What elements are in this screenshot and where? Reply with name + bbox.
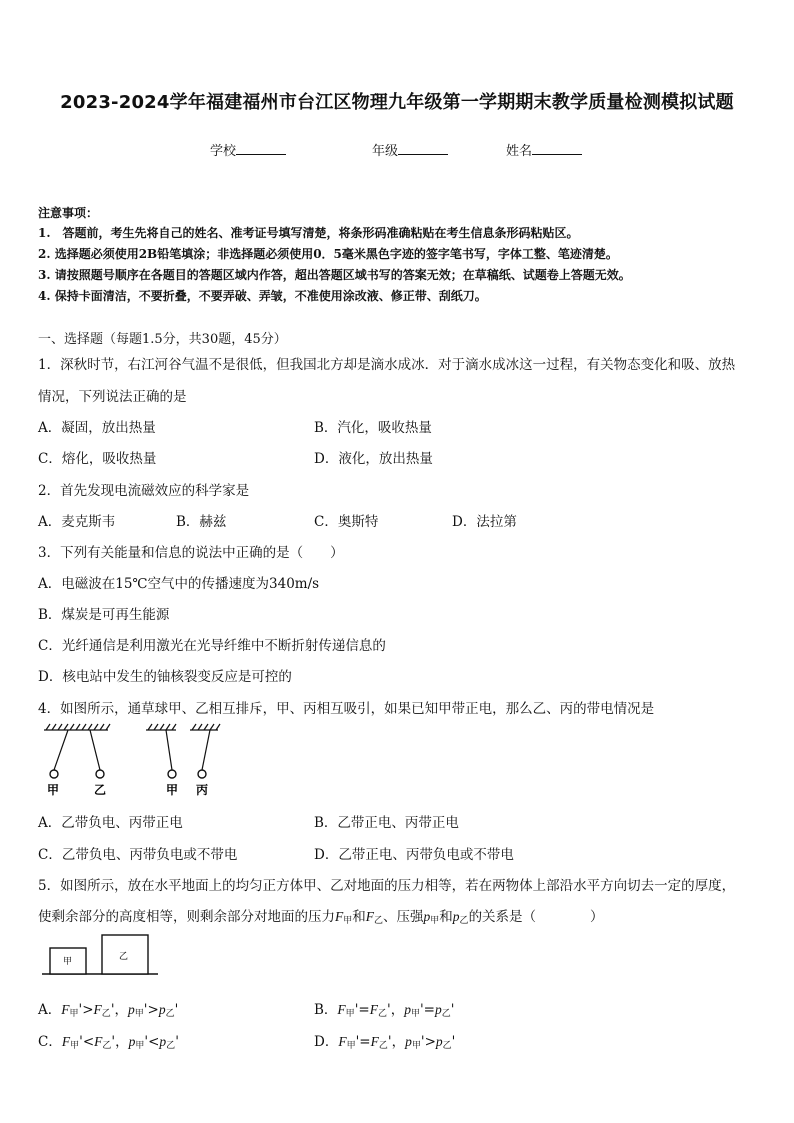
cube-yi-label: 乙: [119, 952, 129, 962]
ball-jia-2: [168, 770, 176, 778]
q1-stem-cont: 情况，下列说法正确的是: [38, 389, 187, 405]
note-item: 2. 选择题必须使用2B铅笔填涂；非选择题必须使用0．5毫米黑色字迹的签字笔书写，字体工整、笔迹清楚。: [38, 247, 618, 261]
q3-option-a[interactable]: A．电磁波在15℃空气中的传播速度为340m/s: [38, 576, 320, 592]
q2-option-a[interactable]: A．麦克斯韦: [38, 514, 116, 530]
note-item: 1. 答题前，考生先将自己的姓名、准考证号填写清楚，将条形码准确粘贴在考生信息条形码粘贴区。: [38, 226, 579, 240]
ball-jia-1: [50, 770, 58, 778]
ball-yi: [96, 770, 104, 778]
q5-option-a[interactable]: A．$F_甲'>F_乙'$，$p_甲'>p_乙'$: [38, 1002, 179, 1019]
q1-stem: 1．深秋时节，右江河谷气温不是很低，但我国北方却是滴水成冰．对于滴水成冰这一过程，有关物态变化和吸、放热: [38, 357, 736, 373]
q5-cubes-figure: [40, 932, 160, 978]
q3-option-c[interactable]: C．光纤通信是利用激光在光导纤维中不断折射传递信息的: [38, 638, 386, 654]
q2-option-c[interactable]: C．奥斯特: [314, 514, 379, 530]
q1-option-c[interactable]: C．熔化，吸收热量: [38, 451, 157, 467]
q5-option-b[interactable]: B．$F_甲'=F_乙'$，$p_甲'=p_乙'$: [314, 1002, 455, 1019]
q4-pith-balls-figure: [40, 722, 230, 798]
notes-heading: 注意事项：: [38, 206, 99, 220]
label-jia-2: 甲: [166, 783, 179, 797]
label-bing: 丙: [196, 783, 209, 797]
cube-jia-label: 甲: [63, 957, 73, 967]
q2-option-b[interactable]: B．赫兹: [176, 514, 227, 530]
page-title: 2023-2024学年福建福州市台江区物理九年级第一学期期末教学质量检测模拟试题: [60, 92, 734, 113]
label-yi: 乙: [94, 783, 107, 797]
school-label: 学校: [210, 144, 237, 159]
q4-option-d[interactable]: D．乙带正电、丙带负电或不带电: [314, 847, 514, 863]
left-ceiling: [44, 724, 110, 730]
thread-jia-1: [54, 730, 68, 770]
grade-blank[interactable]: [398, 142, 448, 155]
thread-yi: [90, 730, 100, 770]
q5-option-d[interactable]: D．$F_甲'=F_乙'$，$p_甲'>p_乙'$: [314, 1034, 456, 1051]
q5-stem-cont: 使剩余部分的高度相等，则剩余部分对地面的压力$F_甲$和$F_乙$、压强$p_甲$和$p_乙$的关系是（ ）: [38, 909, 604, 926]
thread-bing: [202, 730, 210, 770]
q5-option-c[interactable]: C．$F_甲'<F_乙'$，$p_甲'<p_乙'$: [38, 1034, 179, 1051]
q4-option-c[interactable]: C．乙带负电、丙带负电或不带电: [38, 847, 238, 863]
q1-option-d[interactable]: D．液化，放出热量: [314, 451, 433, 467]
q5-stem: 5．如图所示，放在水平地面上的均匀正方体甲、乙对地面的压力相等，若在两物体上部沿水平方向切去一定的厚度，: [38, 878, 736, 894]
q1-option-a[interactable]: A．凝固，放出热量: [38, 420, 156, 436]
right-ceiling: [146, 724, 220, 730]
note-item: 4. 保持卡面清洁，不要折叠，不要弄破、弄皱，不准使用涂改液、修正带、刮纸刀。: [38, 289, 487, 303]
q4-option-b[interactable]: B．乙带正电、丙带正电: [314, 815, 459, 831]
q3-option-b[interactable]: B．煤炭是可再生能源: [38, 607, 170, 623]
grade-label: 年级: [372, 144, 399, 159]
q2-option-d[interactable]: D．法拉第: [452, 514, 517, 530]
school-blank[interactable]: [236, 142, 286, 155]
section-heading: 一、选择题（每题1.5分，共30题，45分）: [38, 332, 287, 347]
q3-stem: 3．下列有关能量和信息的说法中正确的是（ ）: [38, 545, 344, 561]
name-label: 姓名: [506, 144, 533, 159]
q2-stem: 2．首先发现电流磁效应的科学家是: [38, 483, 250, 499]
school-field: [210, 140, 286, 159]
q4-option-a[interactable]: A．乙带负电、丙带正电: [38, 815, 183, 831]
q3-option-d[interactable]: D．核电站中发生的铀核裂变反应是可控的: [38, 669, 292, 685]
thread-jia-2: [166, 730, 172, 770]
name-field: [506, 140, 582, 159]
grade-field: [372, 140, 448, 159]
ball-bing: [198, 770, 206, 778]
q4-stem: 4．如图所示，通草球甲、乙相互排斥，甲、丙相互吸引，如果已知甲带正电，那么乙、丙的带电情况是: [38, 701, 655, 717]
name-blank[interactable]: [532, 142, 582, 155]
q1-option-b[interactable]: B．汽化，吸收热量: [314, 420, 432, 436]
label-jia-1: 甲: [47, 783, 60, 797]
note-item: 3. 请按照题号顺序在各题目的答题区域内作答，超出答题区域书写的答案无效；在草稿纸、试题卷上答题无效。: [38, 268, 631, 282]
